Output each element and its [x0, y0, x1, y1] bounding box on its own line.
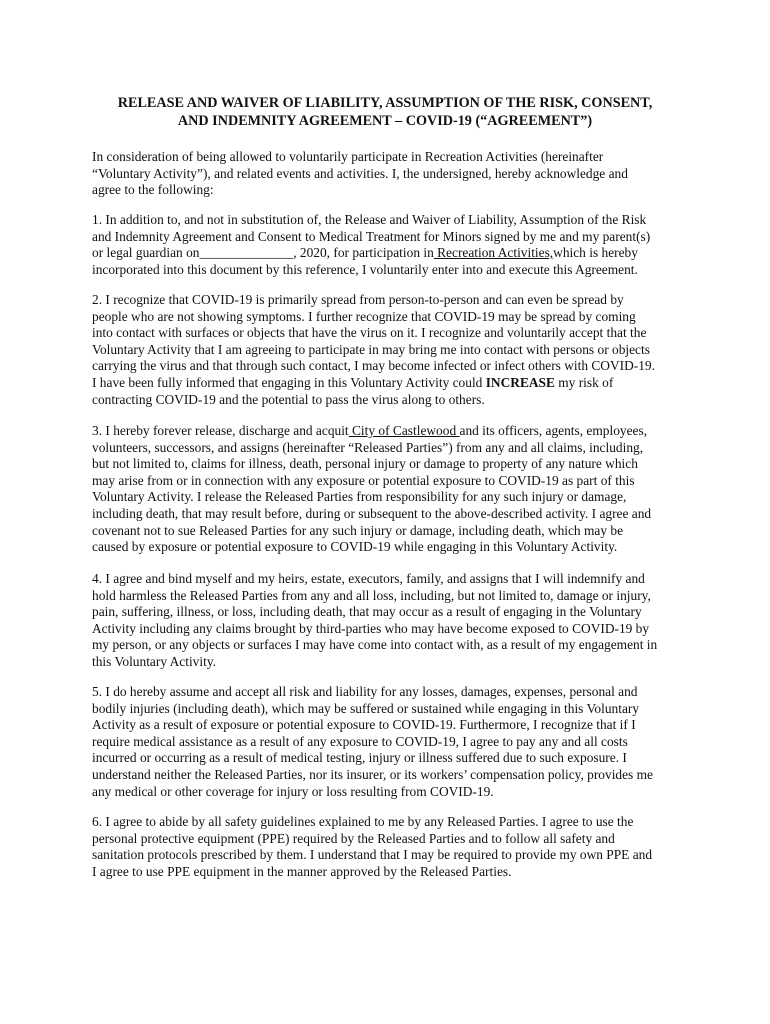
text-line: Voluntary Activity that I am agreeing to participate in may bring me into contact with persons or objects: [92, 341, 650, 357]
date-blank: ______________: [199, 245, 294, 261]
text-line: Activity as a result of exposure or potential exposure to COVID-19. Furthermore, I recognize that if I: [92, 717, 636, 733]
paragraph-6: [92, 814, 692, 880]
emphasis-increase: INCREASE: [485, 374, 555, 390]
text-line: 5. I do hereby assume and accept all risk and liability for any losses, damages, expenses, personal and: [92, 684, 638, 699]
title-line-1: RELEASE AND WAIVER OF LIABILITY, ASSUMPTION OF THE RISK, CONSENT,: [117, 95, 653, 111]
text-fragment: and its officers, agents, employees,: [459, 423, 648, 438]
paragraph-2: [92, 292, 692, 408]
text-line: “Voluntary Activity”), and related events and activities. I, the undersigned, hereby acknowledge and: [92, 165, 628, 181]
text-line: this Voluntary Activity.: [92, 653, 216, 669]
text-line: 1. In addition to, and not in substitution of, the Release and Waiver of Liability, Assumption of the Risk: [92, 212, 647, 227]
text-line: 2. I recognize that COVID-19 is primarily spread from person-to-person and can even be spread by: [92, 292, 624, 307]
text-line: [92, 245, 692, 262]
title-line-2: AND INDEMNITY AGREEMENT – COVID-19 (“AGREEMENT”): [177, 113, 593, 129]
paragraph-5: [92, 684, 692, 800]
text-fragment: or legal guardian on: [92, 245, 200, 261]
text-line: hold harmless the Released Parties from any and all loss, including, but not limited to, damage or injury,: [92, 587, 651, 603]
paragraph-4: [92, 571, 692, 671]
text-line: but not limited to, claims for illness, death, personal injury or damage to property of any nature which: [92, 456, 638, 472]
text-line: including death, that may result before, during or subsequent to the above-described activity. I agree and: [92, 505, 652, 521]
text-line: incorporated into this document by this reference, I voluntarily enter into and execute this Agreement.: [92, 261, 638, 277]
text-line: volunteers, successors, and assigns (hereinafter “Released Parties”) from any and all claims, including,: [92, 439, 644, 455]
paragraph-1: [92, 212, 692, 278]
text-line: agree to the following:: [92, 182, 214, 198]
underlined-recreation-activities: Recreation Activities,: [433, 245, 554, 261]
text-line: [92, 423, 692, 440]
text-line: personal protective equipment (PPE) required by the Released Parties and to follow all safety and: [92, 830, 615, 846]
text-line: I agree to use PPE equipment in the manner approved by the Released Parties.: [92, 863, 512, 879]
text-line: and Indemnity Agreement and Consent to Medical Treatment for Minors signed by me and my parent(s): [92, 228, 651, 244]
text-line: people who are not showing symptoms. I further recognize that COVID-19 may be spread by coming: [92, 308, 636, 324]
text-fragment: my risk of: [554, 374, 614, 390]
text-line: [92, 375, 692, 392]
text-line: any medical or other coverage for injury or loss resulting from COVID-19.: [92, 783, 494, 799]
text-line: In consideration of being allowed to voluntarily participate in Recreation Activities (hereinafter: [92, 149, 604, 164]
text-fragment: which is hereby: [553, 245, 638, 261]
text-line: require medical assistance as a result of any exposure to COVID-19, I agree to pay any and all costs: [92, 733, 628, 749]
text-line: bodily injuries (including death), which may be suffered or sustained while engaging in this Voluntary: [92, 700, 640, 716]
text-line: 4. I agree and bind myself and my heirs, estate, executors, family, and assigns that I will indemnify and: [92, 571, 645, 586]
text-line: Activity including any claims brought by third-parties who may have become exposed to COVID-19 by: [92, 620, 650, 636]
text-line: pain, suffering, illness, or loss, including death, that may occur as a result of engaging in the Voluntary: [92, 604, 642, 620]
text-line: incurred or occurring as a result of medical testing, injury or illness suffered due to such exposure. I: [92, 750, 627, 766]
text-fragment: , 2020, for participation in: [293, 245, 434, 261]
text-line: sanitation protocols prescribed by them. I understand that I may be required to provide my own PPE and: [92, 847, 653, 863]
paragraph-3: [92, 423, 692, 556]
underlined-city-name: City of Castlewood: [348, 423, 460, 438]
intro-paragraph: [92, 149, 692, 199]
text-line: into contact with surfaces or objects that have the virus on it. I recognize and voluntarily accept that the: [92, 325, 647, 341]
text-line: my person, or any objects or surfaces I may have come into contact with, as a result of my engagement in: [92, 637, 658, 653]
document-title: [60, 94, 710, 130]
text-line: contracting COVID-19 and the potential to pass the virus along to others.: [92, 391, 485, 407]
text-fragment: 3. I hereby forever release, discharge and acquit: [92, 423, 349, 438]
text-line: 6. I agree to abide by all safety guidelines explained to me by any Released Parties. I agree to use the: [92, 814, 634, 829]
text-line: understand neither the Released Parties, nor its insurer, or its workers’ compensation policy, provides me: [92, 766, 653, 782]
text-fragment: I have been fully informed that engaging in this Voluntary Activity could: [92, 374, 486, 390]
text-line: caused by exposure or potential exposure to COVID-19 while engaging in this Voluntary Activity.: [92, 539, 618, 555]
text-line: Voluntary Activity. I release the Released Parties from responsibility for any such injury or damage,: [92, 489, 627, 505]
text-line: carrying the virus and that through such contact, I may become infected or infect others with COVID-19.: [92, 358, 655, 374]
text-line: may arise from or in connection with any exposure or potential exposure to COVID-19 as part of this: [92, 472, 635, 488]
text-line: covenant not to sue Released Parties for any such injury or damage, including death, which may be: [92, 522, 624, 538]
